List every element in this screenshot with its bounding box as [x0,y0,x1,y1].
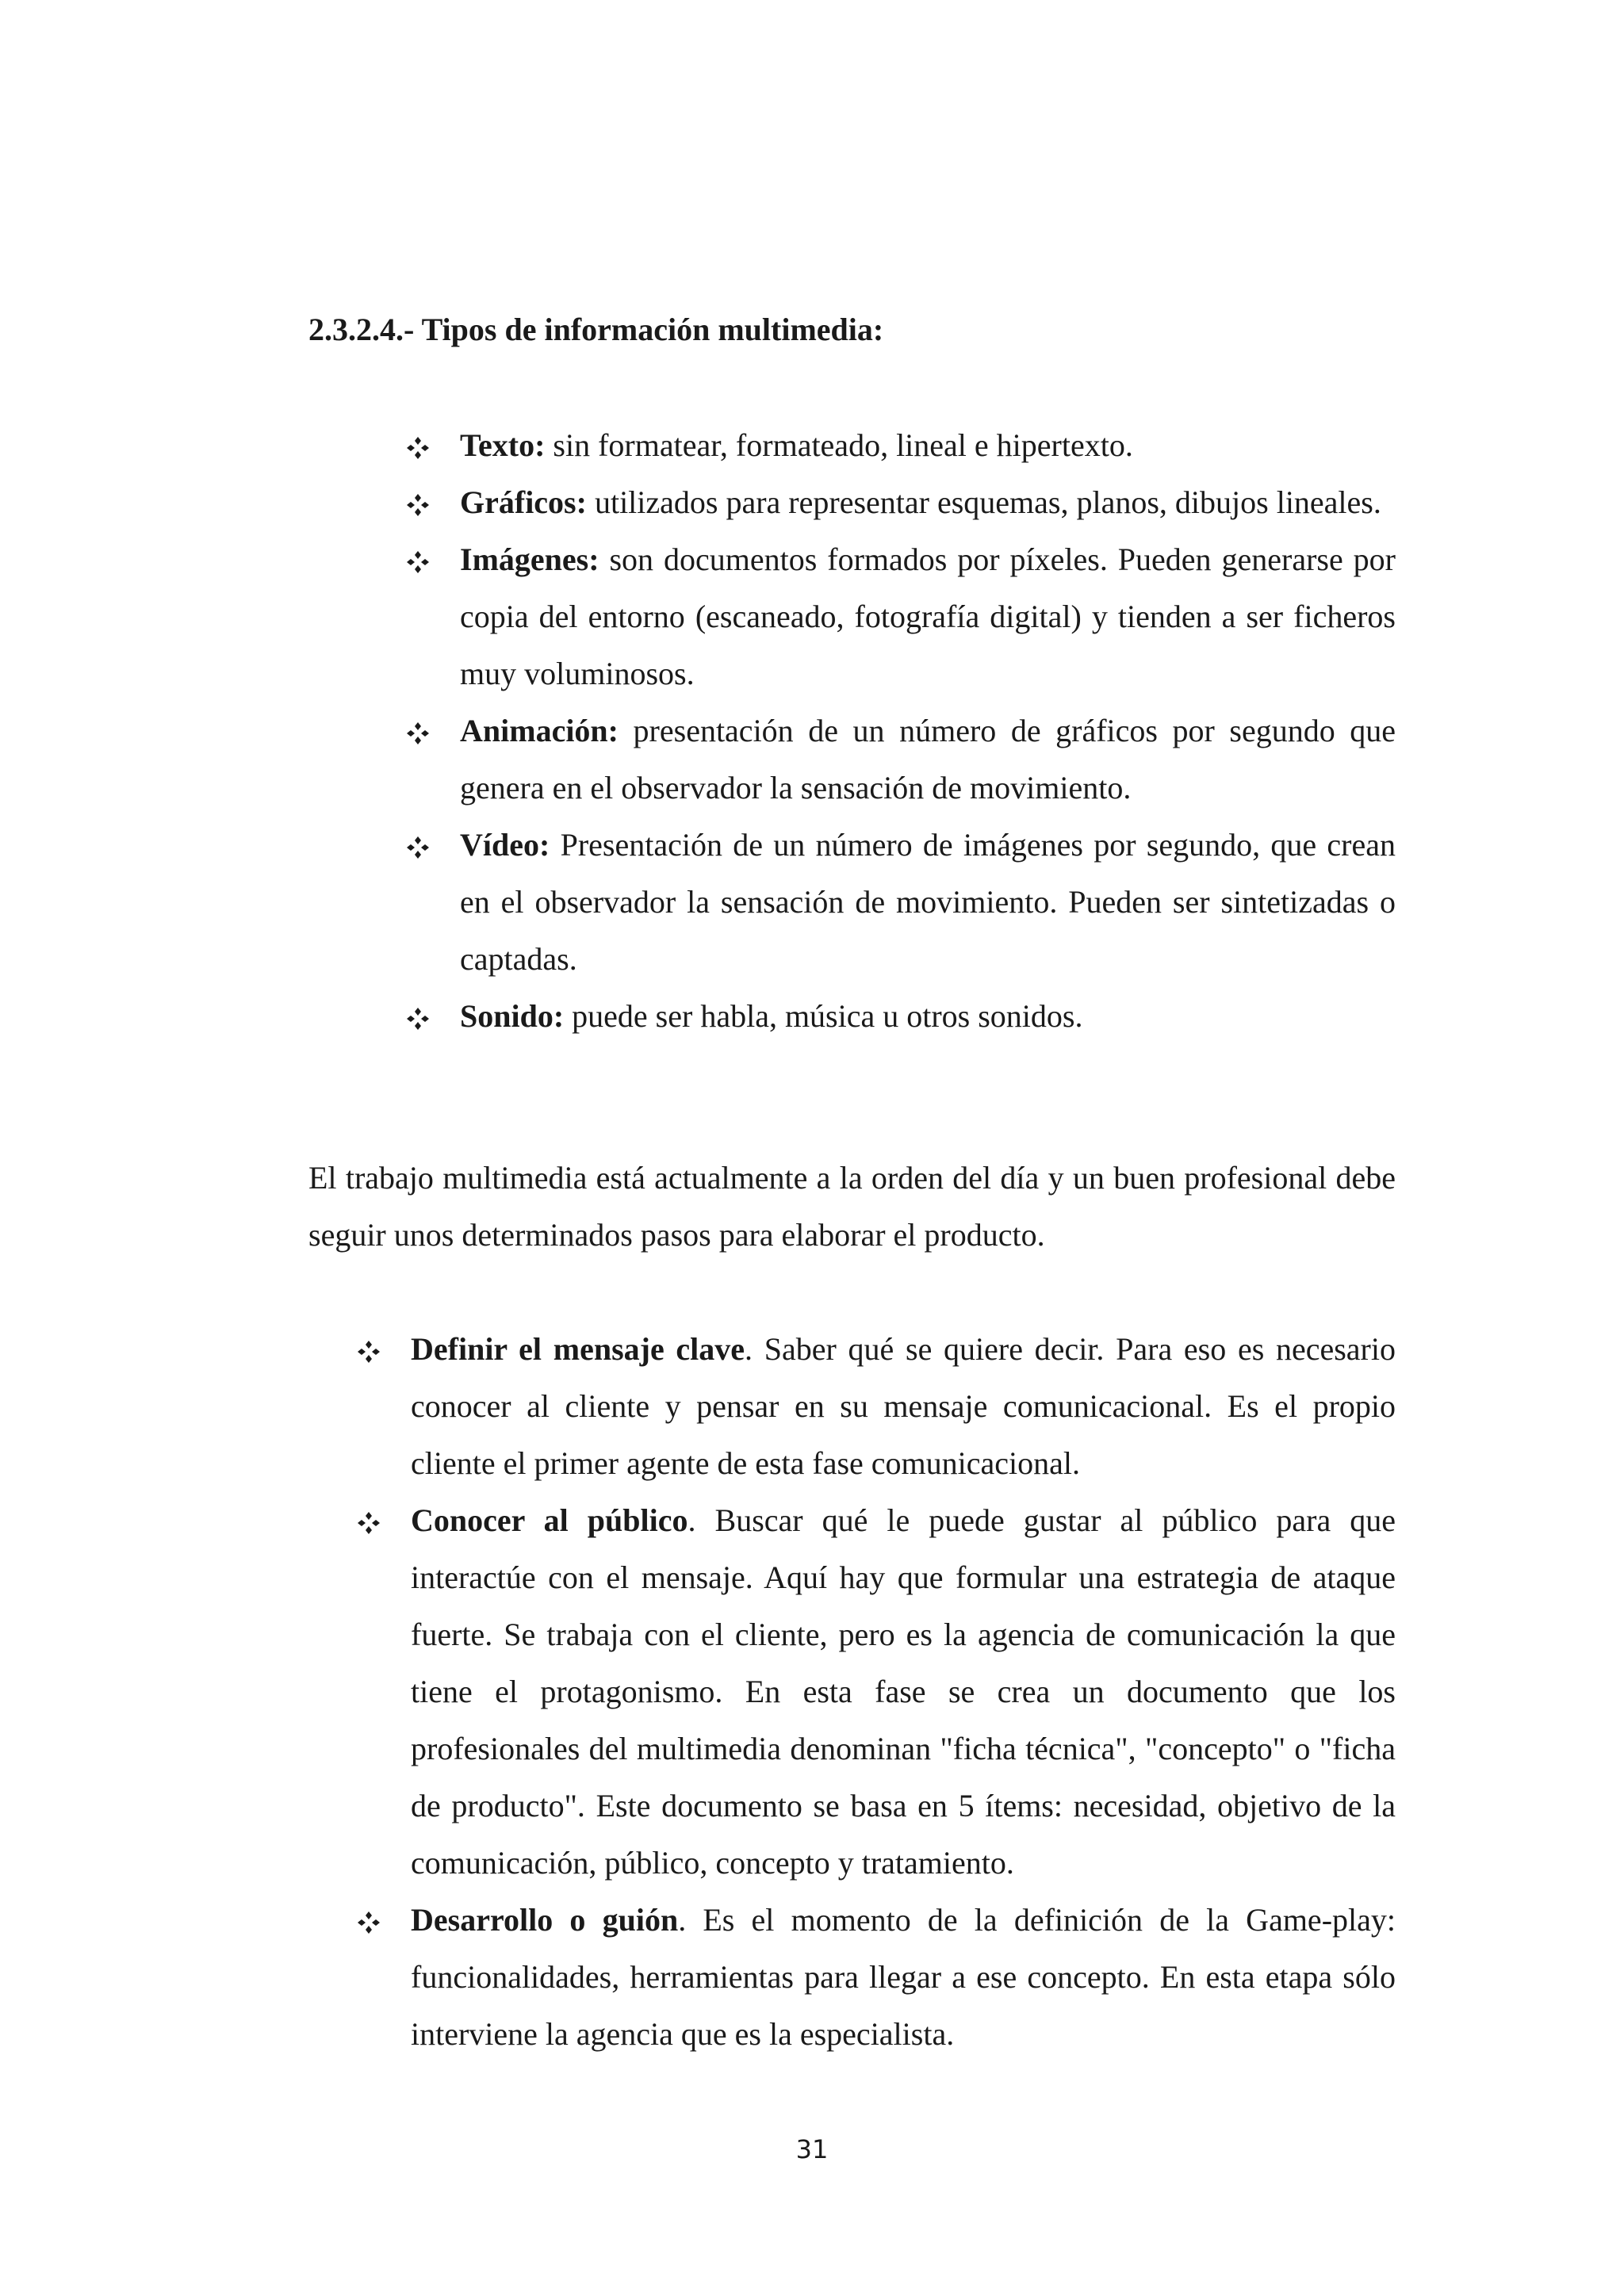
list-item [406,988,1396,1045]
four-diamond-bullet-icon [406,550,430,574]
page-number: 31 [795,2134,829,2164]
list-item-text: son documentos formados por píxeles. Pueden generarse por copia del entorno (escaneado, fotografía digital) y tienden a ser ficheros muy voluminosos. [460,541,1396,691]
list-item-text: puede ser habla, música u otros sonidos. [564,998,1083,1034]
list-item-term: Vídeo: [460,827,550,863]
list-item [357,1892,1396,2063]
list-item [406,817,1396,988]
list-item-term: Definir el mensaje clave [411,1331,745,1367]
list-item [406,474,1396,531]
list-item-text: . Es el momento de la definición de la Game-play: funcionalidades, herramientas para llegar a ese concepto. En esta etapa sólo interviene la agencia que es la especialista. [411,1902,1396,2052]
body-paragraph: El trabajo multimedia está actualmente a la orden del día y un buen profesional debe seguir unos determinados pasos para elaborar el producto. [308,1160,1396,1253]
list-item-text: presentación de un número de gráficos por segundo que genera en el observador la sensación de movimiento. [460,713,1396,806]
four-diamond-bullet-icon [406,436,430,460]
media-types-list [406,417,1396,1045]
steps-list [357,1321,1396,2063]
four-diamond-bullet-icon [357,1511,381,1535]
list-item-term: Sonido: [460,998,565,1034]
section-heading: 2.3.2.4.- Tipos de información multimedia: [308,312,884,347]
four-diamond-bullet-icon [406,721,430,745]
list-item [357,1321,1396,1492]
list-item-text: . Saber qué se quiere decir. Para eso es necesario conocer al cliente y pensar en su mensaje comunicacional. Es el propio cliente el primer agente de esta fase comunicacional. [411,1331,1396,1481]
list-item [406,702,1396,817]
list-item [406,417,1396,474]
four-diamond-bullet-icon [357,1911,381,1934]
four-diamond-bullet-icon [406,1007,430,1031]
list-item-term: Gráficos: [460,484,587,520]
list-item-text: sin formatear, formateado, lineal e hipertexto. [545,427,1133,463]
list-item [406,531,1396,702]
list-item-term: Desarrollo o guión [411,1902,679,1938]
four-diamond-bullet-icon [406,836,430,859]
four-diamond-bullet-icon [357,1340,381,1364]
list-item-term: Imágenes: [460,541,599,577]
list-item-term: Texto: [460,427,546,463]
list-item-term: Animación: [460,713,619,748]
four-diamond-bullet-icon [406,493,430,517]
list-item-term: Conocer al público [411,1502,688,1538]
list-item-text: utilizados para representar esquemas, planos, dibujos lineales. [586,484,1381,520]
list-item [357,1492,1396,1892]
list-item-text: . Buscar qué le puede gustar al público para que interactúe con el mensaje. Aquí hay que formular una estrategia de ataque fuerte. Se trabaja con el cliente, pero es la agencia de comunicación la que tiene el protagonismo. En esta fase se crea un documento que los profesionales del multimedia denominan "ficha técnica", "concepto" o "ficha de producto". Este documento se basa en 5 ítems: necesidad, objetivo de la comunicación, público, concepto y tratamiento. [411,1502,1396,1881]
list-item-text: Presentación de un número de imágenes por segundo, que crean en el observador la sensación de movimiento. Pueden ser sintetizadas o captadas. [460,827,1396,977]
